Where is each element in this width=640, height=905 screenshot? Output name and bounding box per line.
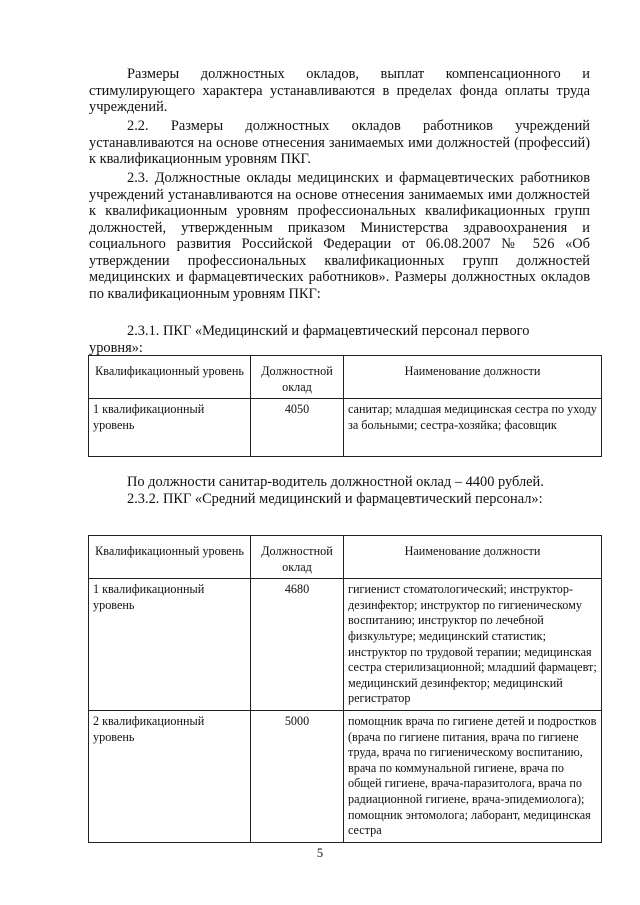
page-number: 5 [316,846,324,860]
cell-level: 2 квалификационный уровень [89,710,251,842]
subheading-2-3-2: 2.3.2. ПКГ «Средний медицинский и фармацевтический персонал»: [127,491,543,507]
cell-positions: гигиенист стоматологический; инструктор-дезинфектор; инструктор по гигиеническому воспитанию; инструктор по лечебной физкультуре; медицинский статистик; инструктор по трудовой терапии; медицинская сестра стерилизационной; младший фармацевт; медицинский дезинфектор; медицинский регистратор [344,579,602,711]
table-header-row [89,356,602,399]
paragraph-salary-limits: Размеры должностных окладов, выплат компенсационного и стимулирующего характера устанавливаются в пределах фонда оплаты труда учреждений. [89,66,590,115]
cell-positions: помощник врача по гигиене детей и подростков (врача по гигиене питания, врача по гигиене труда, врача по гигиеническому воспитанию, врача по коммунальной гигиене, врача по общей гигиене, врача-паразитолога, врача по радиационной гигиене, врача-эпидемиолога); помощник энтомолога; лаборант, медицинская сестра [344,710,602,842]
paragraph-driver-salary: По должности санитар-водитель должностной оклад – 4400 рублей. [127,474,544,490]
cell-salary: 4050 [251,399,344,457]
paragraph-2-3: 2.3. Должностные оклады медицинских и фармацевтических работников учреждений устанавливаются на основе отнесения занимаемых ими должностей к квалификационным уровням профессиональных квалификационных групп должностей, утвержденным приказом Министерства здравоохранения и социального развития Российской Федерации от 06.08.2007 № 526 «Об утверждении профессиональных квалификационных групп должностей медицинских и фармацевтических работников». Размеры должностных окладов по квалификационным уровням ПКГ: [89,170,590,302]
pkg-level1-table [88,355,602,457]
cell-salary: 5000 [251,710,344,842]
pkg-middle-table [88,535,602,843]
cell-level: 1 квалификационный уровень [89,399,251,457]
table-row [89,579,602,711]
table-header-row [89,536,602,579]
table-row [89,710,602,842]
header-qualification-level: Квалификационный уровень [89,536,251,579]
header-salary: Должностной оклад [251,356,344,399]
cell-salary: 4680 [251,579,344,711]
header-position-name: Наименование должности [344,536,602,579]
subheading-2-3-1-line2: уровня»: [89,340,143,356]
header-salary: Должностной оклад [251,536,344,579]
header-position-name: Наименование должности [344,356,602,399]
table-row [89,399,602,457]
header-qualification-level: Квалификационный уровень [89,356,251,399]
subheading-2-3-1-line1: 2.3.1. ПКГ «Медицинский и фармацевтический персонал первого [127,323,530,339]
cell-positions: санитар; младшая медицинская сестра по уходу за больными; сестра-хозяйка; фасовщик [344,399,602,457]
paragraph-2-2: 2.2. Размеры должностных окладов работников учреждений устанавливаются на основе отнесения занимаемых ими должностей (профессий) к квалификационным уровням ПКГ. [89,118,590,167]
cell-level: 1 квалификационный уровень [89,579,251,711]
